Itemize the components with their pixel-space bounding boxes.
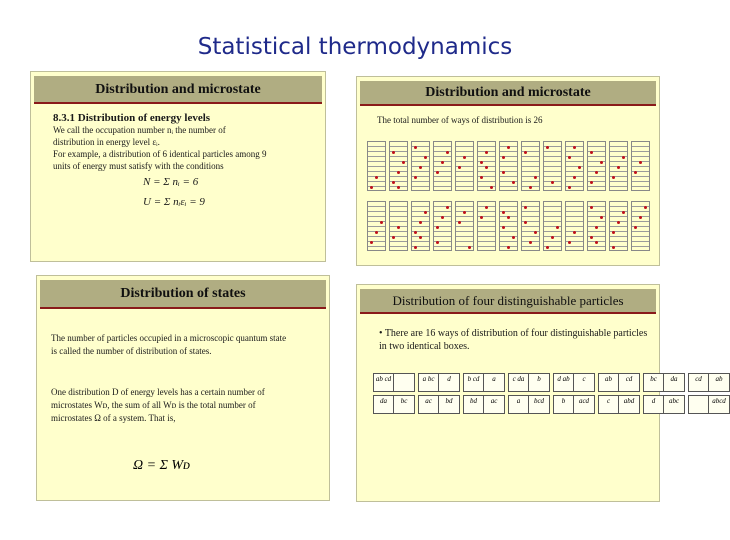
particle-dot <box>414 176 417 179</box>
particle-dot <box>556 226 559 229</box>
particle-dot <box>512 236 515 239</box>
particle-dot <box>370 186 373 189</box>
occupation-diagram <box>565 201 584 251</box>
particle-dot <box>414 146 417 149</box>
particle-dot <box>578 166 581 169</box>
particle-dot <box>419 236 422 239</box>
particle-dot <box>485 206 488 209</box>
particle-dot <box>414 231 417 234</box>
particle-dot <box>573 146 576 149</box>
equation-n: N = Σ nᵢ = 6 <box>143 176 199 188</box>
particle-dot <box>397 186 400 189</box>
occupation-diagram <box>477 201 496 251</box>
text-line: distribution in energy level εᵢ. <box>53 137 160 147</box>
particle-dot <box>490 186 493 189</box>
particle-dot <box>590 206 593 209</box>
occupation-diagram <box>433 201 452 251</box>
particle-dot <box>507 216 510 219</box>
box-pair <box>508 395 550 414</box>
particle-dot <box>534 231 537 234</box>
box-pair <box>508 373 550 392</box>
box-cell: cd <box>625 375 633 383</box>
box-pair <box>553 373 595 392</box>
particle-dot <box>392 236 395 239</box>
particle-dot <box>392 151 395 154</box>
particle-dot <box>502 211 505 214</box>
particle-dot <box>573 176 576 179</box>
particle-dot <box>529 241 532 244</box>
box-cell: abc <box>668 397 680 405</box>
particle-dot <box>468 246 471 249</box>
box-pair <box>463 395 505 414</box>
box-cell: ab cd <box>374 374 394 391</box>
box-cell: b <box>537 375 541 383</box>
occupation-diagram <box>411 201 430 251</box>
particle-dot <box>458 221 461 224</box>
box-pair <box>418 373 460 392</box>
particle-dot <box>590 151 593 154</box>
particle-dot <box>458 166 461 169</box>
particle-dot <box>612 246 615 249</box>
box-cell: bd <box>464 396 484 413</box>
box-pair <box>643 395 685 414</box>
particle-dot <box>612 176 615 179</box>
particle-dot <box>568 186 571 189</box>
occupation-diagram <box>389 201 408 251</box>
box-cell: c <box>582 375 586 383</box>
particle-dot <box>480 216 483 219</box>
particle-dot <box>436 226 439 229</box>
occupation-diagram <box>587 201 606 251</box>
box-cell: abcd <box>712 397 726 405</box>
text-line: For example, a distribution of 6 identical particles among 9 <box>53 149 267 159</box>
particle-dot <box>634 171 637 174</box>
particle-dot <box>534 176 537 179</box>
particle-dot <box>446 151 449 154</box>
particle-dot <box>463 211 466 214</box>
bullet-text: • There are 16 ways of distribution of four distinguishable particles in two identical boxes. <box>379 328 648 352</box>
slide-header <box>360 81 656 106</box>
occupation-diagram <box>367 141 386 191</box>
box-pair <box>553 395 595 414</box>
particle-dot <box>397 171 400 174</box>
box-cell: bc <box>644 374 664 391</box>
occupation-diagram <box>521 201 540 251</box>
equation-u: U = Σ nᵢεᵢ = 9 <box>143 196 205 208</box>
occupation-diagram <box>587 141 606 191</box>
particle-dot <box>639 216 642 219</box>
particle-dot <box>595 226 598 229</box>
particle-dot <box>502 156 505 159</box>
box-cell: ac <box>490 397 498 405</box>
text-line: The number of particles occupied in a microscopic quantum state <box>51 333 287 343</box>
occupation-diagram <box>367 201 386 251</box>
occupation-diagram <box>389 141 408 191</box>
box-pair <box>373 373 415 392</box>
particle-dot <box>414 246 417 249</box>
particle-dot <box>436 241 439 244</box>
particle-dot <box>419 221 422 224</box>
particle-dot <box>397 226 400 229</box>
occupation-diagram <box>631 141 650 191</box>
box-pair <box>643 373 685 392</box>
box-cell: acd <box>578 397 590 405</box>
text-line: microstates Wᴅ, the sum of all Wᴅ is the total number of <box>51 400 256 410</box>
particle-dot <box>551 236 554 239</box>
box-cell: bd <box>445 397 453 405</box>
box-pair <box>688 395 730 414</box>
particle-dot <box>568 241 571 244</box>
particle-dot <box>441 161 444 164</box>
particle-dot <box>573 231 576 234</box>
particle-dot <box>617 166 620 169</box>
box-cell: da <box>670 375 678 383</box>
box-cell: bcd <box>533 397 545 405</box>
slide-header <box>360 289 656 314</box>
particle-dot <box>524 221 527 224</box>
particle-dot <box>644 206 647 209</box>
particle-dot <box>446 206 449 209</box>
box-cell: bc <box>400 397 408 405</box>
box-distribution-row <box>373 395 730 414</box>
occupation-diagram <box>433 141 452 191</box>
particle-dot <box>524 206 527 209</box>
particle-dot <box>463 156 466 159</box>
particle-dot <box>485 151 488 154</box>
particle-dot <box>600 161 603 164</box>
particle-dot <box>622 211 625 214</box>
box-pair <box>463 373 505 392</box>
box-cell: ac <box>419 396 439 413</box>
particle-dot <box>568 156 571 159</box>
equation-omega: Ω = Σ Wᴅ <box>133 458 191 473</box>
particle-dot <box>375 176 378 179</box>
box-distribution-row <box>373 373 730 392</box>
particle-dot <box>375 231 378 234</box>
occupation-diagram <box>455 201 474 251</box>
particle-dot <box>507 146 510 149</box>
occupation-diagram <box>609 201 628 251</box>
text-line: microstates Ω of a system. That is, <box>51 413 176 423</box>
box-cell: d ab <box>554 374 574 391</box>
occupation-diagram <box>565 141 584 191</box>
particle-dot <box>529 186 532 189</box>
occupation-diagram-row <box>367 201 650 251</box>
particle-dot <box>524 151 527 154</box>
occupation-diagram <box>543 201 562 251</box>
particle-dot <box>402 161 405 164</box>
slide-four-distinguishable-particles[interactable] <box>356 284 726 502</box>
particle-dot <box>546 246 549 249</box>
text-line: One distribution D of energy levels has a certain number of <box>51 387 265 397</box>
slide-title: Distribution of states <box>120 286 246 301</box>
particle-dot <box>551 181 554 184</box>
occupation-diagram <box>521 141 540 191</box>
particle-dot <box>502 171 505 174</box>
box-cell <box>689 396 709 413</box>
slide-title: Distribution and microstate <box>425 85 591 100</box>
box-cell: a bc <box>419 374 439 391</box>
box-pair <box>598 395 640 414</box>
box-cell: c <box>599 396 619 413</box>
box-pair <box>598 373 640 392</box>
occupation-diagram <box>499 141 518 191</box>
box-cell: ab <box>715 375 723 383</box>
box-cell: ab <box>599 374 619 391</box>
particle-dot <box>424 211 427 214</box>
occupation-diagram-row <box>367 141 650 191</box>
box-cell: a <box>509 396 529 413</box>
particle-dot <box>622 156 625 159</box>
particle-dot <box>590 181 593 184</box>
slide-title: Distribution and microstate <box>95 82 261 97</box>
particle-dot <box>612 231 615 234</box>
particle-dot <box>485 166 488 169</box>
occupation-diagram <box>609 141 628 191</box>
particle-dot <box>419 166 422 169</box>
particle-dot <box>392 181 395 184</box>
particle-dot <box>480 176 483 179</box>
particle-dot <box>595 241 598 244</box>
box-cell: b cd <box>464 374 484 391</box>
particle-dot <box>512 181 515 184</box>
page-title: Statistical thermodynamics <box>197 34 513 60</box>
box-cell: d <box>644 396 664 413</box>
particle-dot <box>380 221 383 224</box>
box-cell <box>394 374 414 391</box>
particle-dot <box>590 236 593 239</box>
slide-body <box>53 112 313 208</box>
occupation-diagram <box>499 201 518 251</box>
text-line: units of energy must satisfy with the conditions <box>53 161 224 171</box>
particle-dot <box>595 171 598 174</box>
text-line: We call the occupation number nᵢ the number of <box>53 125 226 135</box>
particle-dot <box>546 146 549 149</box>
paragraph-microstates <box>51 386 321 425</box>
box-cell: b <box>554 396 574 413</box>
particle-dot <box>370 241 373 244</box>
particle-dot <box>600 216 603 219</box>
particle-dot <box>502 226 505 229</box>
occupation-diagram <box>631 201 650 251</box>
slide-microstate-grid[interactable] <box>356 76 660 266</box>
slide-distribution-energy-levels[interactable] <box>30 71 326 262</box>
particle-dot <box>507 246 510 249</box>
particle-dot <box>617 221 620 224</box>
paragraph-definition <box>51 332 321 358</box>
box-cell: da <box>374 396 394 413</box>
box-pair <box>373 395 415 414</box>
occupation-diagram <box>411 141 430 191</box>
section-heading: 8.3.1 Distribution of energy levels <box>53 112 211 124</box>
box-cell: abd <box>623 397 635 405</box>
particle-dot <box>639 161 642 164</box>
slide-header <box>34 76 322 104</box>
text-line: is called the number of distribution of states. <box>51 346 212 356</box>
slide-distribution-of-states[interactable] <box>36 275 330 501</box>
occupation-diagram <box>477 141 496 191</box>
occupation-diagram <box>455 141 474 191</box>
slide-header <box>40 280 326 309</box>
caption: The total number of ways of distribution is 26 <box>377 115 543 125</box>
slide-title: Distribution of four distinguishable particles <box>392 293 624 308</box>
particle-dot <box>436 171 439 174</box>
box-cell: a <box>492 375 496 383</box>
box-pair <box>688 373 730 392</box>
box-cell: cd <box>689 374 709 391</box>
particle-dot <box>480 161 483 164</box>
occupation-diagram <box>543 141 562 191</box>
particle-dot <box>441 216 444 219</box>
particle-dot <box>634 226 637 229</box>
particle-dot <box>424 156 427 159</box>
box-cell: c da <box>509 374 529 391</box>
box-cell: d <box>447 375 451 383</box>
box-pair <box>418 395 460 414</box>
